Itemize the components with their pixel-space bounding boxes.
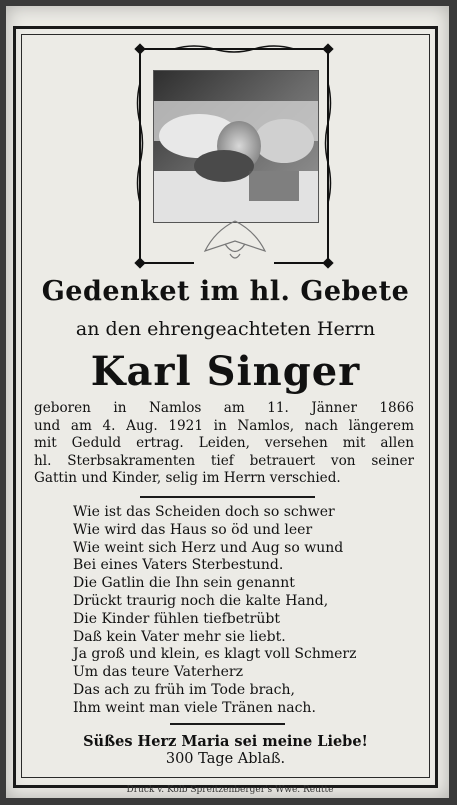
prayer-line: Süßes Herz Maria sei meine Liebe!	[83, 733, 368, 750]
printer-imprint: Druck v. Kolb Spreitzenberger's Wwe. Reutte	[126, 785, 334, 795]
deceased-name: Karl Singer	[90, 348, 361, 395]
ribbon-ornament	[195, 219, 275, 269]
poem-line: Bei eines Vaters Sterbestund.	[73, 557, 284, 574]
separator-top	[140, 496, 315, 498]
poem-line: Daß kein Vater mehr sie liebt.	[73, 628, 286, 645]
biography-text	[34, 400, 414, 488]
poem	[73, 504, 413, 718]
bio-line: hl. Sterbsakramenten tief betrauert von seiner	[34, 452, 414, 469]
portrait-photo	[153, 70, 319, 223]
separator-bottom	[170, 723, 285, 725]
poem-line: Wie wird das Haus so öd und leer	[73, 521, 313, 538]
poem-line: Drückt traurig noch die kalte Hand,	[73, 592, 329, 609]
portrait-photo-image	[154, 71, 318, 222]
poem-line: Die Gatlin die Ihn sein genannt	[73, 575, 295, 592]
poem-line: Das ach zu früh im Tode brach,	[73, 681, 295, 698]
bio-line: geboren in Namlos am 11. Jänner 1866	[34, 400, 414, 416]
poem-line: Ja groß und klein, es klagt voll Schmerz	[73, 646, 357, 663]
indulgence-line: 300 Tage Ablaß.	[165, 751, 286, 767]
poem-line: Ihm weint man viele Tränen nach.	[73, 699, 316, 716]
bio-line: und am 4. Aug. 1921 in Namlos, nach längerem	[34, 417, 414, 434]
subheading: an den ehrengeachteten Herrn	[75, 318, 376, 340]
heading-gedenket: Gedenket im hl. Gebete	[41, 276, 410, 307]
poem-line: Wie weint sich Herz und Aug so wund	[73, 539, 344, 556]
poem-line: Wie ist das Scheiden doch so schwer	[73, 504, 335, 520]
poem-line: Um das teure Vaterherz	[73, 664, 243, 681]
bio-line: mit Geduld ertrag. Leiden, versehen mit allen	[34, 435, 414, 451]
bio-line: Gattin und Kinder, selig im Herrn verschied.	[34, 470, 341, 486]
poem-line: Die Kinder fühlen tiefbetrübt	[73, 610, 280, 627]
